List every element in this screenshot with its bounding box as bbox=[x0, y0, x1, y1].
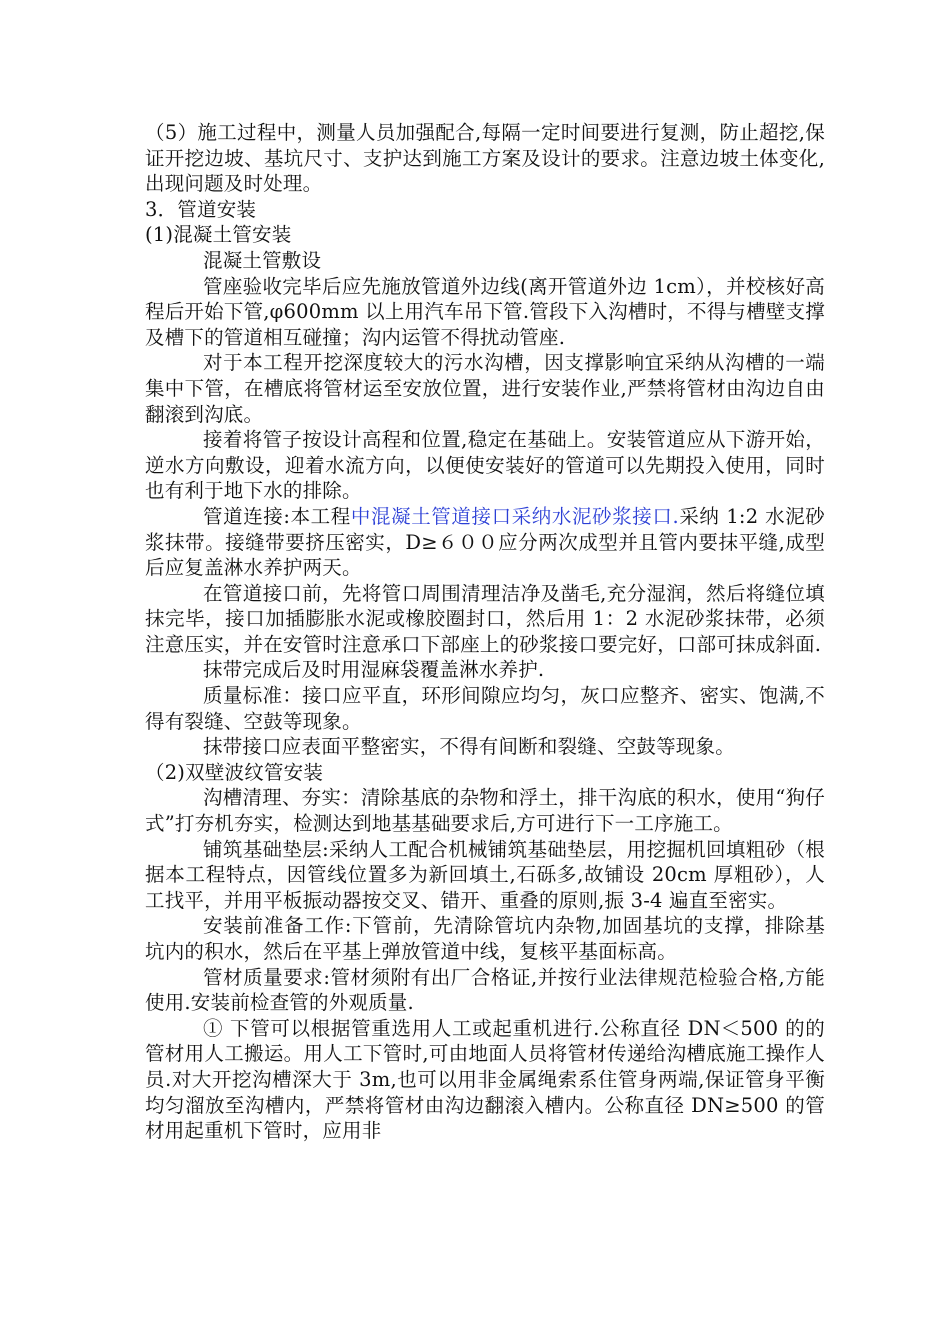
paragraph-curing: 抹带完成后及时用湿麻袋覆盖淋水养护. bbox=[203, 658, 545, 682]
paragraph-pipe-positioning: 接着将管子按设计高程和位置,稳定在基础上。安装管道应从下游开始，逆水方向敷设，迎着水流方向，以便使安装好的管道可以先期投入使用，同时也有利于地下水的排除。 bbox=[145, 428, 825, 503]
paragraph-pipe-lowering: ① 下管可以根据管重选用人工或起重机进行.公称直径 DN＜500 的的管材用人工搬运。用人工下管时,可由地面人员将管材传递给沟槽底施工操作人员.对大开挖沟槽深大于 3m,也可以用非金属绳索系住管身两端,保证管身平衡均匀溜放至沟槽内，严禁将管材由沟边翻滚入槽内。公称直径 DN≥500 的管材用起重机下管时，应用非 bbox=[145, 1016, 825, 1143]
paragraph-pipe-connection bbox=[145, 504, 825, 581]
paragraph-band-joint-surface: 抹带接口应表面平整密实，不得有间断和裂缝、空鼓等现象。 bbox=[203, 735, 735, 759]
paragraph-preparation-work: 安装前准备工作:下管前，先清除管坑内杂物,加固基坑的支撑，排除基坑内的积水，然后在平基上弹放管道中线，复核平基面标高。 bbox=[145, 914, 825, 963]
paragraph-deep-trench-lowering: 对于本工程开挖深度较大的污水沟槽，因支撑影响宜采纳从沟槽的一端集中下管，在槽底将管材运至安放位置，进行安装作业,严禁将管材由沟边自由翻滚到沟底。 bbox=[145, 351, 825, 426]
paragraph-quality-standard: 质量标准：接口应平直，环形间隙应均匀，灰口应整齐、密实、饱满,不得有裂缝、空鼓等现象。 bbox=[145, 684, 825, 733]
section-heading-pipe-installation: 3．管道安装 bbox=[145, 197, 257, 221]
pipe-connection-suffix: 采纳 1:2 水泥砂浆抹带。接缝带要挤压密实，D≥６００应分两次成型并且管内要抹平缝,成型后应复盖淋水养护两天。 bbox=[145, 504, 826, 580]
paragraph-material-quality: 管材质量要求:管材须附有出厂合格证,并按行业法律规范检验合格,方能使用.安装前检查管的外观质量. bbox=[145, 965, 825, 1015]
paragraph-base-cushion: 铺筑基础垫层:采纳人工配合机械铺筑基础垫层，用挖掘机回填粗砂（根据本工程特点，因管线位置多为新回填土,石砾多,故铺设 20cm 厚粗砂），人工找平，并用平板振动器按交叉、错开、重叠的原则,振 3-4 遍直至密实。 bbox=[145, 837, 825, 912]
document-body bbox=[145, 120, 825, 1144]
subsection-heading-concrete-pipe: (1)混凝土管安装 bbox=[145, 223, 292, 247]
subsection-heading-corrugated-pipe: （2)双壁波纹管安装 bbox=[145, 760, 324, 784]
paragraph-survey-coordination: （5）施工过程中，测量人员加强配合,每隔一定时间要进行复测，防止超挖,保证开挖边坡、基坑尺寸、支护达到施工方案及设计的要求。注意边坡土体变化,出现问题及时处理。 bbox=[145, 121, 825, 196]
paragraph-pipe-seat-acceptance: 管座验收完毕后应先施放管道外边线(离开管道外边 1cm），并校核好高程后开始下管,φ600mm 以上用汽车吊下管.管段下入沟槽时，不得与槽壁支撑及槽下的管道相互碰撞；沟内运管不得扰动管座. bbox=[145, 274, 825, 349]
paragraph-joint-preparation: 在管道接口前，先将管口周围清理洁净及凿毛,充分湿润，然后将缝位填抹完毕，接口加插膨胀水泥或橡胶圈封口，然后用 1：2 水泥砂浆抹带，必须注意压实，并在安管时注意承口下部座上的砂浆接口要完好，口部可抹成斜面. bbox=[145, 581, 825, 656]
paragraph-trench-cleaning: 沟槽清理、夯实：清除基底的杂物和浮土，排干沟底的积水，使用“狗仔式”打夯机夯实，检测达到地基基础要求后,方可进行下一工序施工。 bbox=[145, 786, 825, 836]
pipe-connection-highlight-link[interactable]: 中混凝土管道接口采纳水泥砂浆接口. bbox=[350, 504, 679, 528]
sub-heading-concrete-pipe-laying: 混凝土管敷设 bbox=[203, 248, 322, 272]
pipe-connection-prefix: 管道连接:本工程 bbox=[203, 504, 351, 528]
